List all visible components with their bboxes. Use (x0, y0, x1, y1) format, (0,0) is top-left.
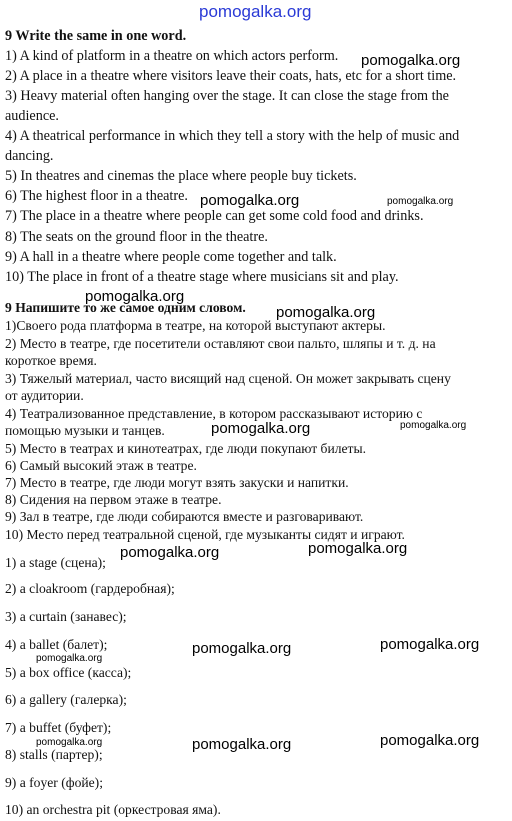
russian-item: 1)Своего рода платформа в театре, на которой выступают актеры. (5, 318, 386, 333)
watermark: pomogalka.org (400, 420, 467, 431)
answer-item: 1) a stage (сцена); (5, 555, 106, 570)
russian-item: 6) Самый высокий этаж в театре. (5, 458, 197, 473)
answer-item: 7) a buffet (буфет); (5, 720, 112, 735)
english-item: 2) A place in a theatre where visitors leave their coats, hats, etc for a short time. (5, 68, 457, 84)
english-item: audience. (5, 108, 59, 124)
russian-item: 3) Тяжелый материал, часто висящий над сценой. Он может закрывать сцену (5, 371, 451, 386)
answer-item: 8) stalls (партер); (5, 747, 103, 762)
english-item: 5) In theatres and cinemas the place where people buy tickets. (5, 168, 357, 184)
russian-heading: 9 Напишите то же самое одним словом. (5, 300, 246, 315)
answer-item: 6) a gallery (галерка); (5, 692, 127, 707)
english-item: 7) The place in a theatre where people can get some cold food and drinks. (5, 208, 424, 224)
russian-item: помощью музыки и танцев. (5, 423, 165, 438)
answer-item: 3) a curtain (занавес); (5, 609, 127, 624)
english-item: 1) A kind of platform in a theatre on which actors perform. (5, 48, 339, 64)
answer-item: 10) an orchestra pit (оркестровая яма). (5, 802, 221, 817)
russian-item: 2) Место в театре, где посетители оставляют свои пальто, шляпы и т. д. на (5, 336, 436, 351)
english-item: 4) A theatrical performance in which they tell a story with the help of music and (5, 128, 460, 144)
english-item: dancing. (5, 148, 54, 164)
watermark: pomogalka.org (36, 737, 103, 748)
watermark: pomogalka.org (380, 732, 480, 749)
answer-item: 4) a ballet (балет); (5, 637, 108, 652)
answer-item: 9) a foyer (фойе); (5, 775, 103, 790)
watermark: pomogalka.org (192, 640, 292, 657)
russian-item: короткое время. (5, 353, 97, 368)
answer-item: 2) a cloakroom (гардеробная); (5, 581, 175, 596)
english-item: 6) The highest floor in a theatre. (5, 188, 188, 204)
watermark: pomogalka.org (380, 636, 480, 653)
watermark: pomogalka.org (85, 288, 185, 305)
english-item: 9) A hall in a theatre where people come together and talk. (5, 249, 337, 265)
watermark: pomogalka.org (120, 544, 220, 561)
russian-item: 8) Сидения на первом этаже в театре. (5, 492, 222, 507)
russian-item: 7) Место в театре, где люди могут взять закуски и напитки. (5, 475, 349, 490)
russian-item: 10) Место перед театральной сценой, где музыканты сидят и играют. (5, 527, 405, 542)
watermark: pomogalka.org (36, 653, 103, 664)
english-item: 10) The place in front of a theatre stage where musicians sit and play. (5, 269, 399, 285)
watermark: pomogalka.org (308, 540, 408, 557)
watermark: pomogalka.org (387, 196, 454, 207)
answer-item: 5) a box office (касса); (5, 665, 132, 680)
russian-item: 5) Место в театрах и кинотеатрах, где люди покупают билеты. (5, 441, 367, 456)
russian-item: 9) Зал в театре, где люди собираются вместе и разговаривают. (5, 509, 364, 524)
russian-item: от аудитории. (5, 388, 84, 403)
english-item: 3) Heavy material often hanging over the stage. It can close the stage from the (5, 88, 449, 104)
watermark: pomogalka.org (200, 192, 300, 209)
watermark: pomogalka.org (192, 736, 292, 753)
english-item: 8) The seats on the ground floor in the theatre. (5, 229, 268, 245)
english-heading: 9 Write the same in one word. (5, 28, 187, 44)
watermark: pomogalka.org (361, 52, 461, 69)
watermark-header: pomogalka.org (199, 2, 312, 21)
watermark: pomogalka.org (276, 304, 376, 321)
watermark: pomogalka.org (211, 420, 311, 437)
russian-item: 4) Театрализованное представление, в котором рассказывают историю с (5, 406, 423, 421)
